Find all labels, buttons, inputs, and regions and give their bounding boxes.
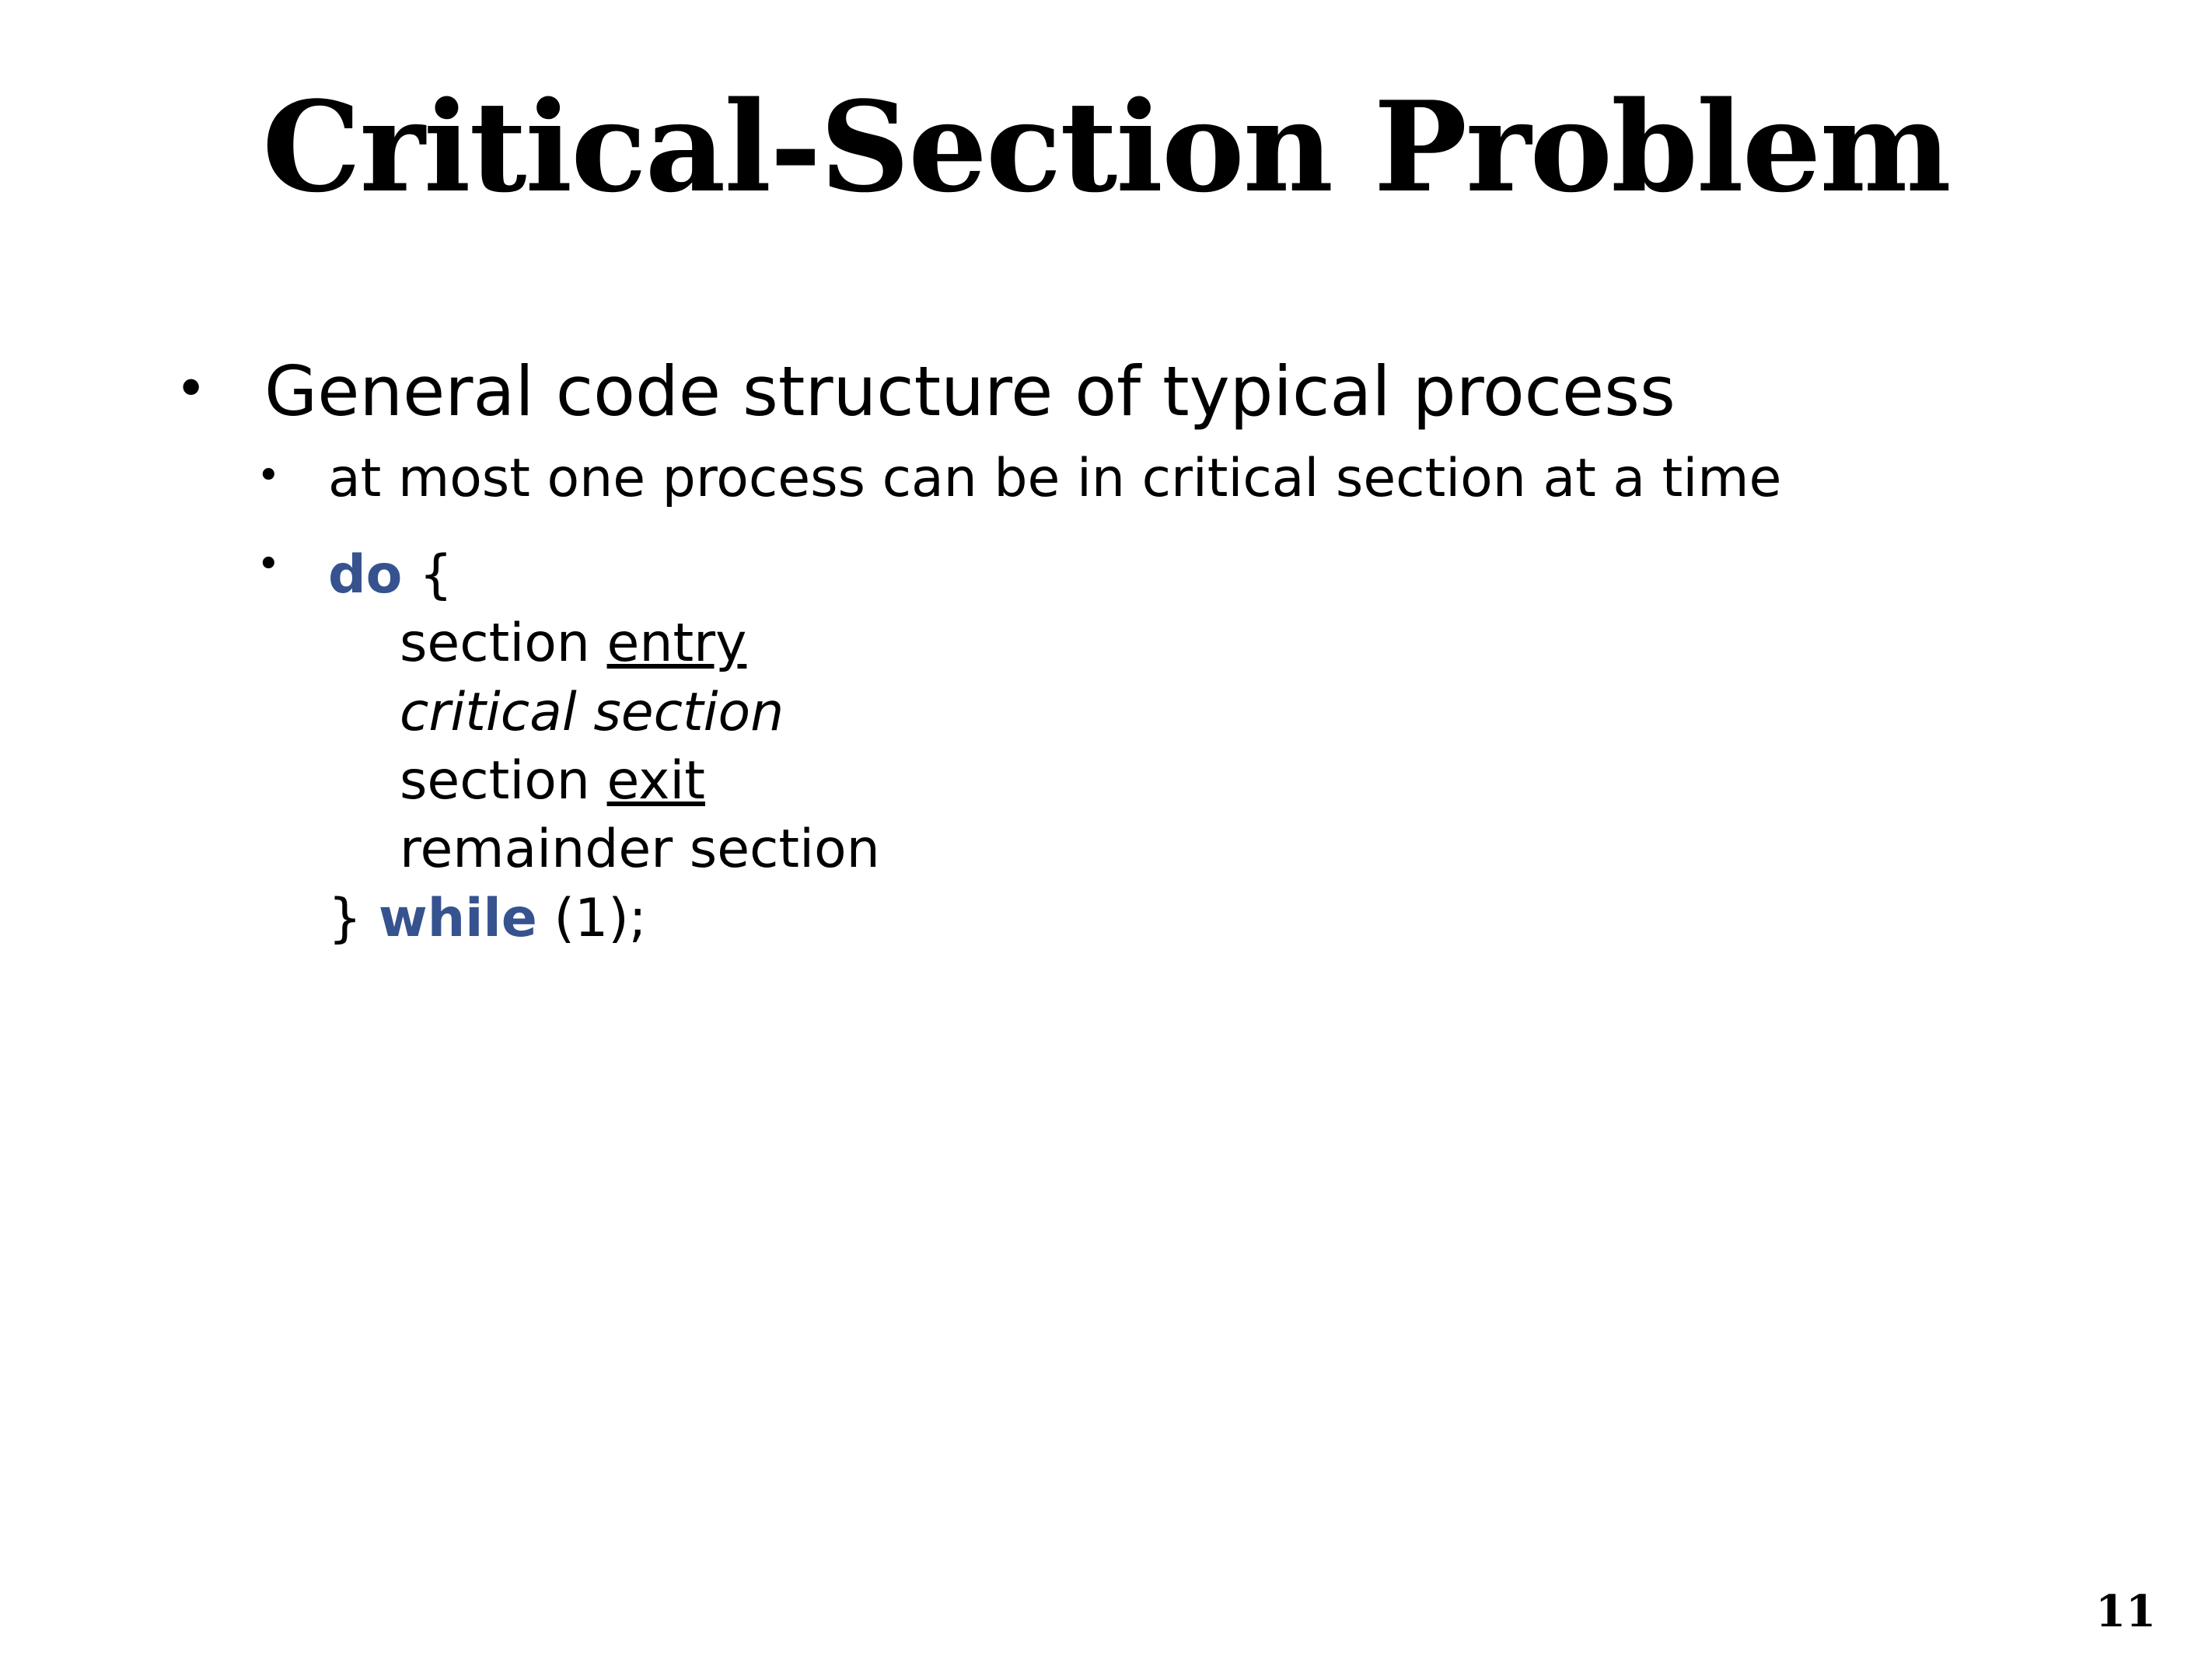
bullet-level1-label: General code structure of typical process — [264, 351, 1676, 431]
code-close-brace: } — [328, 887, 362, 949]
code-while-condition: (1); — [554, 887, 647, 949]
code-line-critical — [328, 679, 1984, 747]
slide-body — [175, 351, 2080, 980]
bullet-level2-code — [257, 536, 2080, 953]
bullet-level2-label: at most one process can be in critical section at a time — [328, 447, 1782, 509]
page-title: Critical-Section Problem — [262, 74, 1950, 220]
bullet-glyph-icon: • — [175, 357, 208, 421]
keyword-while: while — [378, 887, 537, 949]
code-line-entry — [328, 609, 1984, 678]
code-entry-underlined: entry — [606, 613, 747, 675]
bullet-level1 — [175, 351, 2080, 431]
code-entry-prefix: section — [400, 613, 607, 675]
code-line-while — [328, 885, 1984, 953]
code-line-do — [328, 541, 1984, 609]
code-critical-section: critical section — [400, 681, 785, 743]
bullet-glyph-icon: • — [257, 452, 281, 499]
bullet-level2-first — [257, 448, 2080, 510]
code-line-exit — [328, 747, 1984, 816]
code-open-brace: { — [419, 543, 453, 606]
keyword-do: do — [328, 543, 403, 606]
code-snippet — [328, 541, 1984, 953]
bullet-glyph-icon: • — [257, 540, 281, 588]
code-line-remainder — [328, 816, 1984, 884]
code-exit-underlined: exit — [606, 749, 705, 812]
code-exit-prefix: section — [400, 749, 607, 812]
code-remainder-section: remainder section — [400, 819, 880, 881]
page-number: 11 — [2095, 1586, 2156, 1637]
